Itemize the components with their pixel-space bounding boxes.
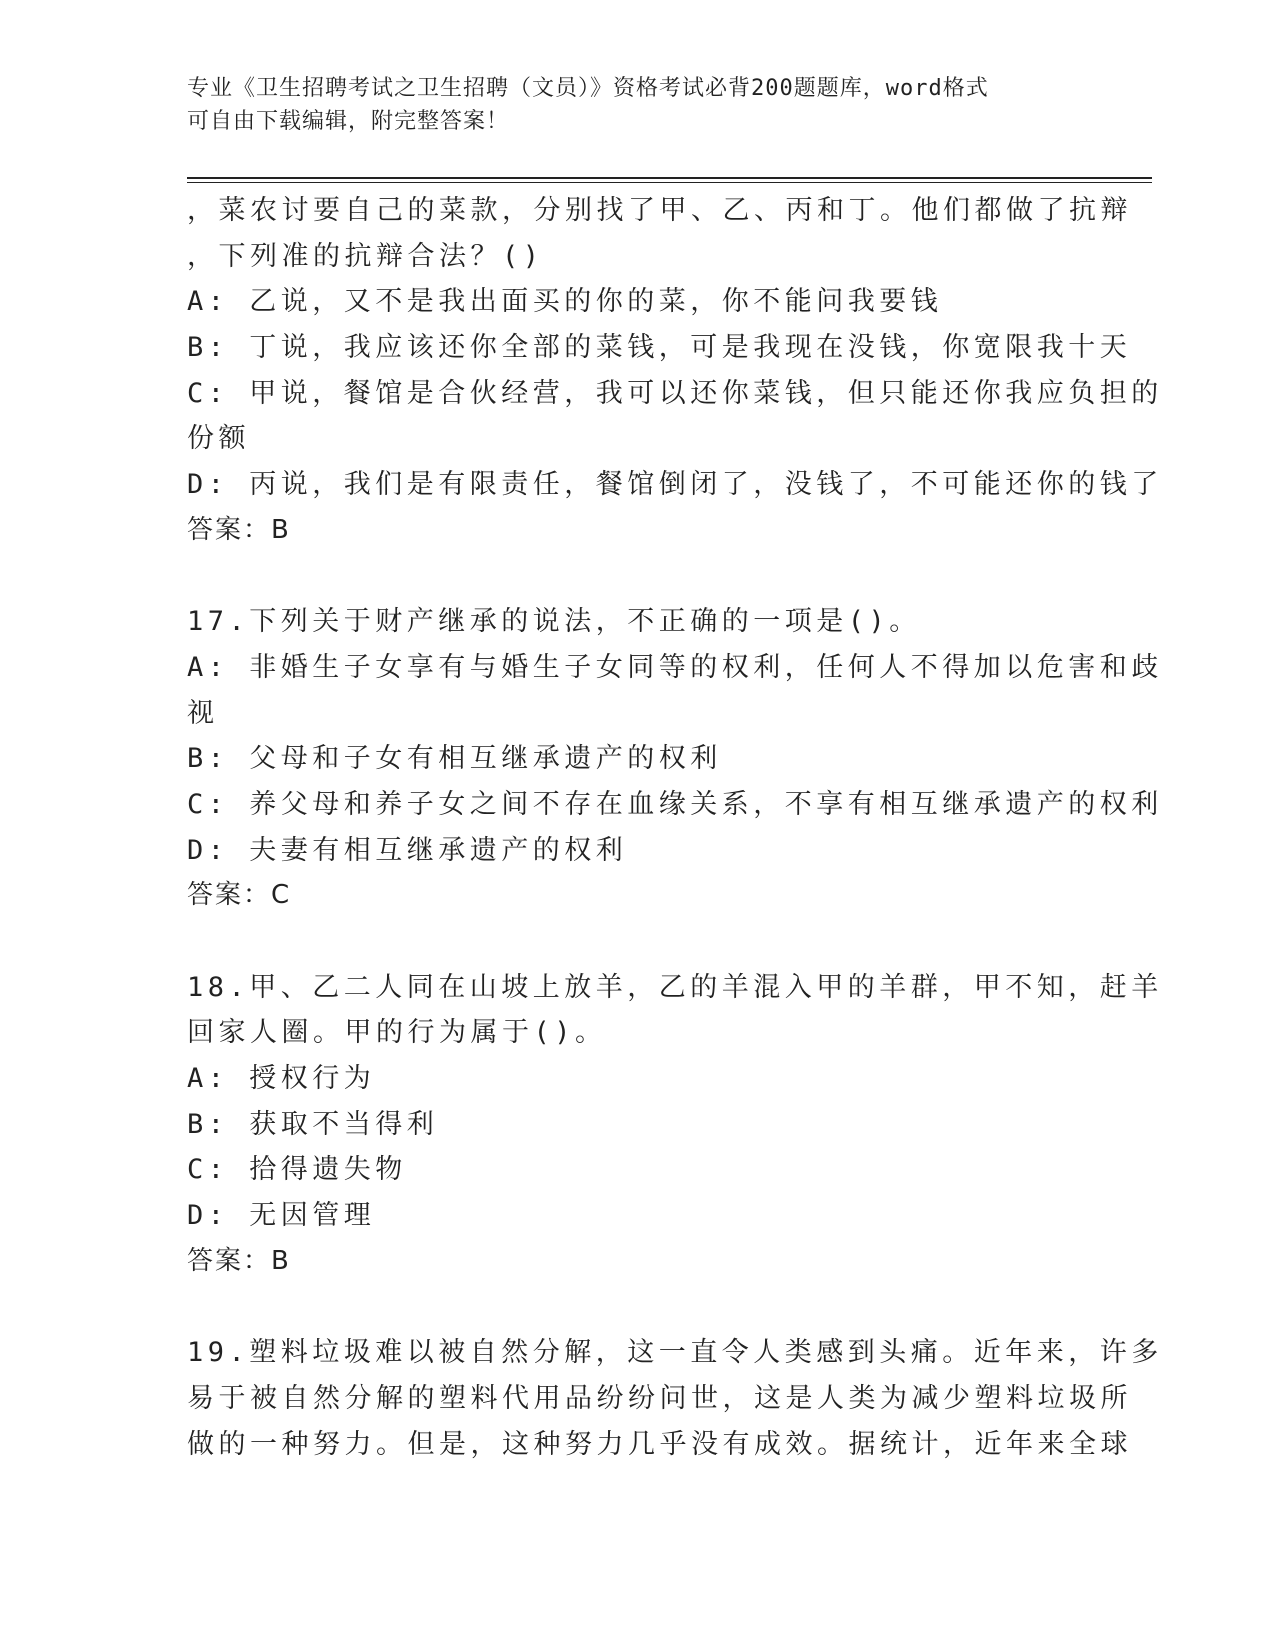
option-c: C: 拾得遗失物: [187, 1154, 407, 1186]
question-stem-line: 17.下列关于财产继承的说法，不正确的一项是()。: [187, 606, 921, 638]
question-19: [187, 1330, 1163, 1467]
option-d: D: 丙说，我们是有限责任，餐馆倒闭了，没钱了，不可能还你的钱了: [187, 469, 1163, 501]
option-d: D: 夫妻有相互继承遗产的权利: [187, 834, 628, 866]
answer-label: 答案：C: [187, 880, 292, 911]
header-title-line-1: 专业《卫生招聘考试之卫生招聘（文员）》资格考试必背200题题库，word格式: [187, 76, 989, 101]
option-b: B: 父母和子女有相互继承遗产的权利: [187, 743, 722, 775]
question-stem-line: 19.塑料垃圾难以被自然分解，这一直令人类感到头痛。近年来，许多: [187, 1337, 1163, 1369]
answer-label: 答案：B: [187, 514, 291, 545]
document-header: [187, 72, 1067, 138]
option-a: A: 乙说，又不是我出面买的你的菜，你不能问我要钱: [187, 286, 943, 318]
question-stem-line: ，下列准的抗辩合法？(): [187, 240, 544, 272]
question-stem-line: 18.甲、乙二人同在山坡上放羊，乙的羊混入甲的羊群，甲不知，赶羊: [187, 971, 1163, 1003]
question-stem-line: 做的一种努力。但是，这种努力几乎没有成效。据统计，近年来全球: [187, 1428, 1132, 1460]
header-divider: [187, 177, 1152, 183]
option-a: A: 非婚生子女享有与婚生子女同等的权利，任何人不得加以危害和歧: [187, 651, 1163, 683]
option-c: C: 甲说，餐馆是合伙经营，我可以还你菜钱，但只能还你我应负担的: [187, 377, 1163, 409]
question-stem-line: 易于被自然分解的塑料代用品纷纷问世，这是人类为减少塑料垃圾所: [187, 1382, 1132, 1414]
question-16: [187, 188, 1163, 554]
option-a-continued: 视: [187, 697, 219, 729]
option-a: A: 授权行为: [187, 1063, 376, 1095]
header-title-line-2: 可自由下载编辑，附完整答案！: [187, 109, 510, 134]
answer-label: 答案：B: [187, 1245, 291, 1276]
question-list: [187, 188, 1163, 1467]
spacer: [187, 919, 1077, 965]
question-stem-line: ，菜农讨要自己的菜款，分别找了甲、乙、丙和丁。他们都做了抗辩: [187, 195, 1132, 226]
question-stem-line: 回家人圈。甲的行为属于()。: [187, 1017, 607, 1049]
question-18: [187, 965, 1163, 1285]
option-c-continued: 份额: [187, 423, 250, 455]
option-b: B: 丁说，我应该还你全部的菜钱，可是我现在没钱，你宽限我十天: [187, 332, 1132, 364]
option-d: D: 无因管理: [187, 1200, 376, 1232]
spacer: [187, 1285, 1077, 1331]
option-c: C: 养父母和养子女之间不存在血缘关系，不享有相互继承遗产的权利: [187, 788, 1163, 820]
spacer: [187, 554, 1077, 600]
option-b: B: 获取不当得利: [187, 1108, 439, 1140]
question-17: [187, 599, 1163, 919]
